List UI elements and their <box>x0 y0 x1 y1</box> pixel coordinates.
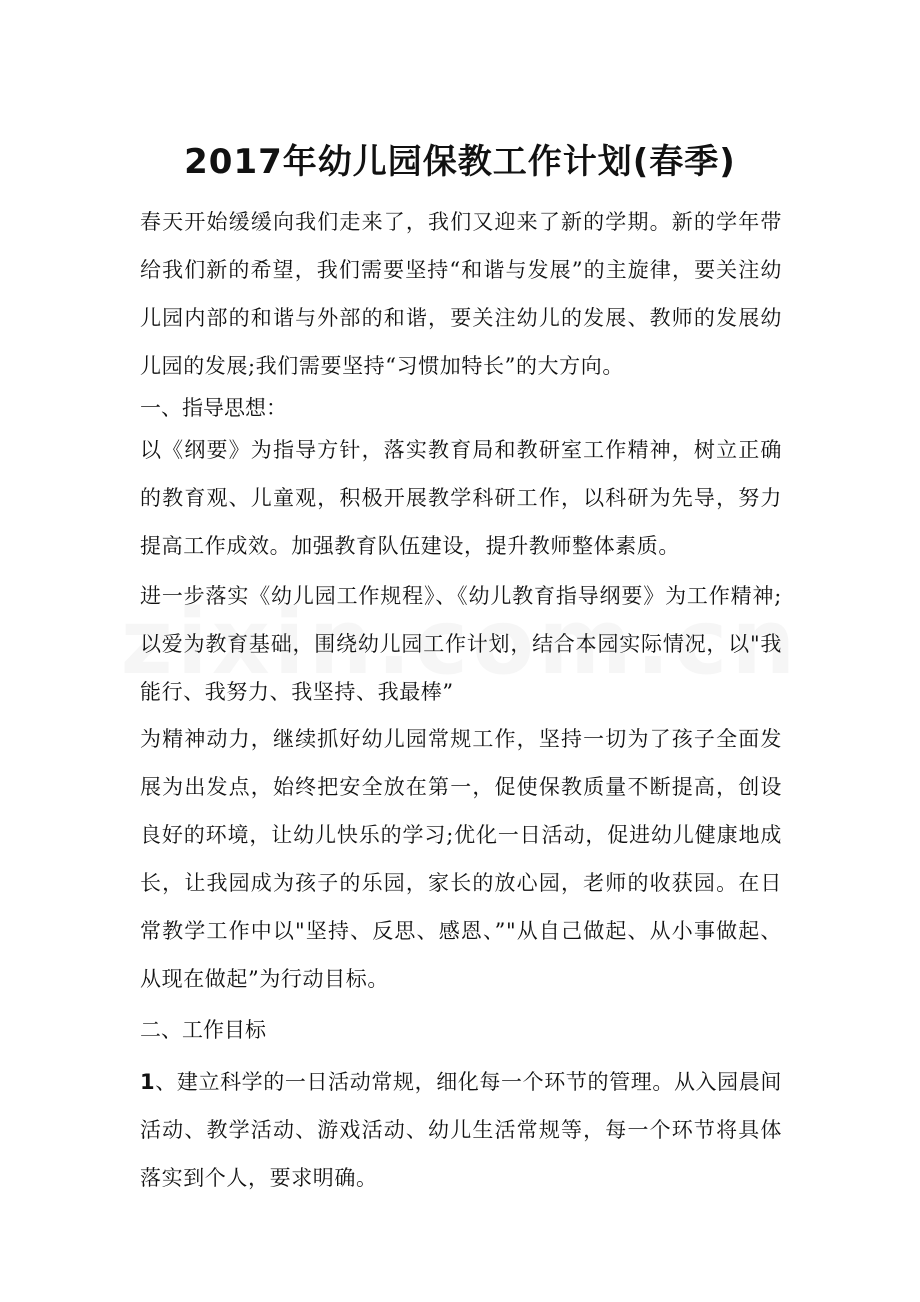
document-title: 2017年幼儿园保教工作计划(春季) <box>184 142 736 182</box>
paragraph-spiritual-motivation: 为精神动力，继续抓好幼儿园常规工作，坚持一切为了孩子全面发展为出发点，始终把安全放在第一，促使保教质量不断提高，创设良好的环境，让幼儿快乐的学习;优化一日活动，促进幼儿健康地成长，让我园成为孩子的乐园，家长的放心园，老师的收获园。在日常教学工作中以"坚持、反思、感恩、”"从自己做起、从小事做起、从现在做起”为行动目标。 <box>140 727 782 991</box>
section-heading-work-goals: 二、工作目标 <box>140 1018 266 1042</box>
list-item-goal-1 <box>140 1058 782 1202</box>
paragraph-work-regulations: 进一步落实《幼儿园工作规程》、《幼儿教育指导纲要》为工作精神;以爱为教育基础，围绕幼儿园工作计划，结合本园实际情况，以"我能行、我努力、我坚持、我最棒” <box>140 584 782 704</box>
intro-paragraph: 春天开始缓缓向我们走来了，我们又迎来了新的学期。新的学年带给我们新的希望，我们需要坚持“和谐与发展”的主旋律，要关注幼儿园内部的和谐与外部的和谐，要关注幼儿的发展、教师的发展幼儿园的发展;我们需要坚持“习惯加特长”的大方向。 <box>140 210 782 378</box>
list-item-text: 、建立科学的一日活动常规，细化每一个环节的管理。从入园晨间活动、教学活动、游戏活动、幼儿生活常规等，每一个环节将具体落实到个人，要求明确。 <box>140 1070 782 1190</box>
list-item-number: 1 <box>140 1070 156 1094</box>
paragraph-guiding-principle: 以《纲要》为指导方针，落实教育局和教研室工作精神，树立正确的教育观、儿童观，积极开展教学科研工作，以科研为先导，努力提高工作成效。加强教育队伍建设，提升教师整体素质。 <box>140 438 782 558</box>
section-heading-guiding-ideology: 一、指导思想： <box>140 396 287 420</box>
